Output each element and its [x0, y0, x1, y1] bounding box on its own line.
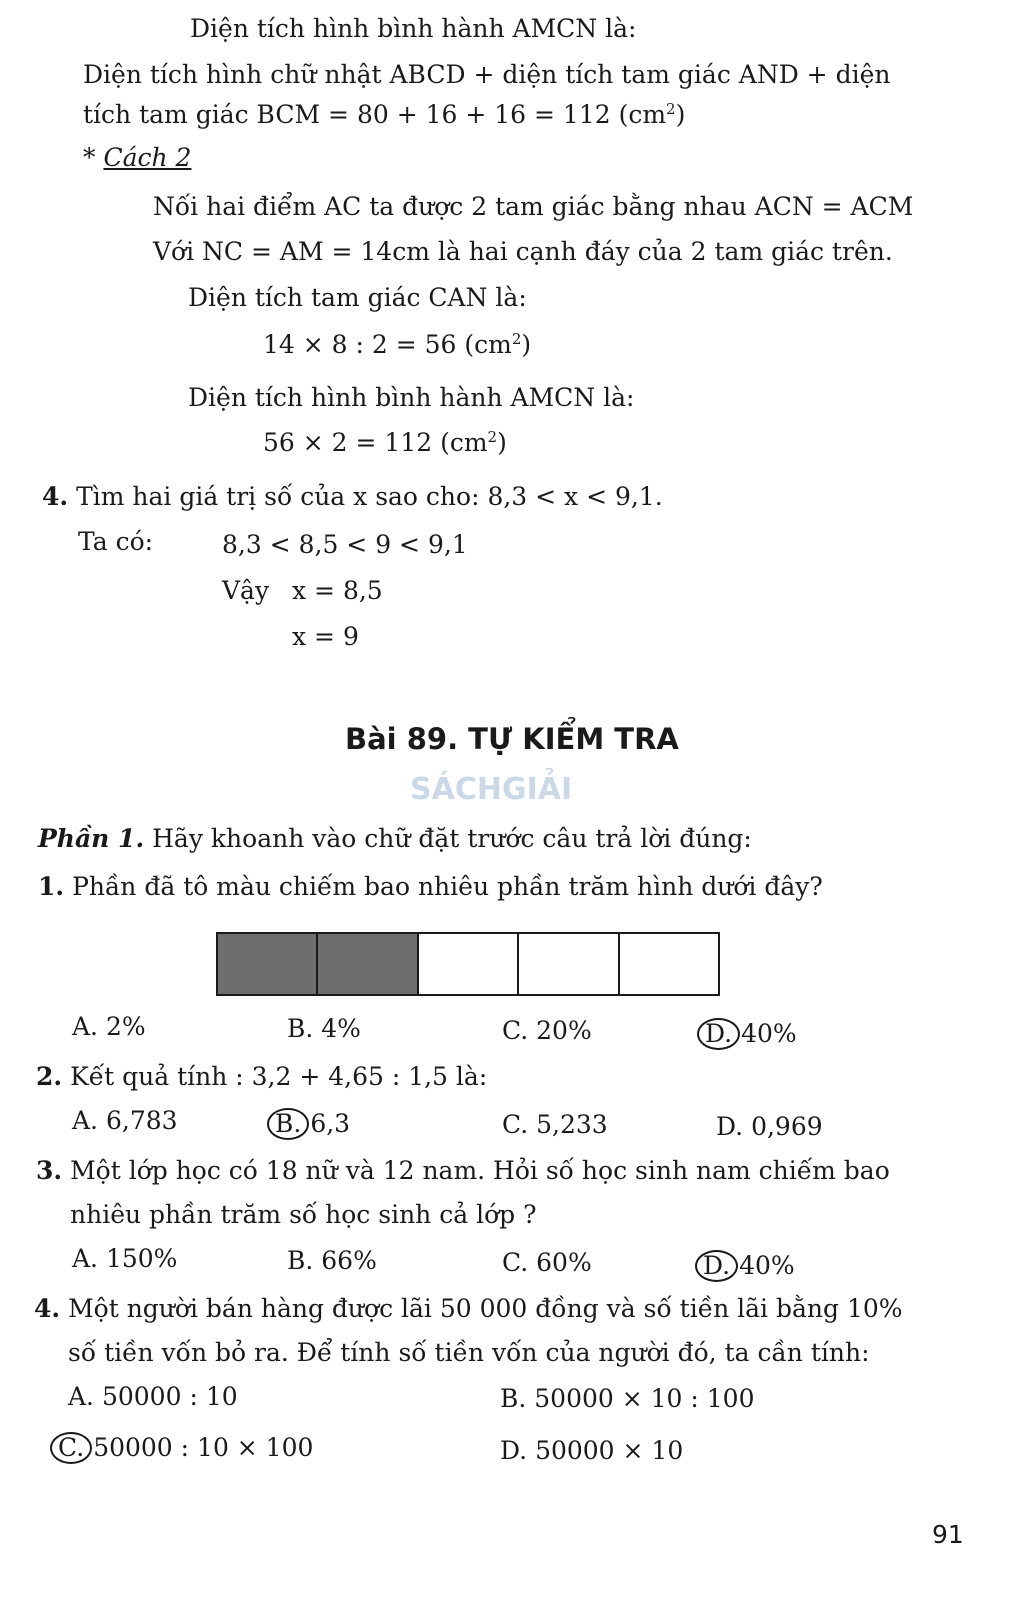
question-2 [36, 1062, 487, 1092]
option-text: 2% [105, 1012, 146, 1041]
option-a [68, 1382, 238, 1412]
option-text: 40% [741, 1019, 797, 1048]
option-a [72, 1106, 178, 1136]
question-text-continued: số tiền vốn bỏ ra. Để tính số tiền vốn của người đó, ta cần tính: [68, 1338, 870, 1367]
text-segment: ) [521, 330, 532, 359]
option-text: 6,3 [310, 1109, 351, 1138]
method-label: Cách 2 [103, 143, 192, 172]
method-heading [83, 143, 191, 173]
option-letter: A. [72, 1244, 99, 1273]
option-d [716, 1112, 823, 1142]
equation: 8,3 < 8,5 < 9 < 9,1 [222, 530, 468, 559]
exercise-4 [42, 482, 663, 512]
asterisk: * [83, 143, 104, 172]
option-letter: D. [716, 1112, 744, 1141]
option-letter: B. [287, 1246, 314, 1275]
option-letter: A. [68, 1382, 95, 1411]
empty-cell [419, 934, 519, 994]
exercise-text: Tìm hai giá trị số của x sao cho: 8,3 < x < 9,1. [76, 482, 663, 511]
option-letter: B. [500, 1384, 527, 1413]
question-3 [36, 1156, 890, 1186]
option-c [502, 1248, 592, 1278]
equation: x = 9 [292, 622, 359, 651]
option-text: 150% [105, 1244, 178, 1273]
watermark-logo: SÁCHGIẢI [410, 772, 573, 807]
question-number: 3. [36, 1156, 63, 1185]
question-text: Kết quả tính : 3,2 + 4,65 : 1,5 là: [70, 1062, 488, 1091]
superscript-2: 2 [487, 428, 498, 446]
question-4 [34, 1294, 903, 1324]
equation: x = 8,5 [292, 576, 383, 605]
option-letter: A. [72, 1012, 99, 1041]
text-line: Diện tích hình bình hành AMCN là: [190, 14, 637, 43]
shaded-cell [218, 934, 318, 994]
option-b [287, 1246, 377, 1276]
option-letter: D. [500, 1436, 528, 1465]
question-number: 4. [34, 1294, 61, 1323]
answer-circle: D. [697, 1018, 740, 1050]
page-number: 91 [932, 1520, 964, 1549]
option-b [287, 1014, 361, 1044]
section-title: Bài 89. TỰ KIỂM TRA [345, 722, 679, 756]
answer-circle: B. [267, 1108, 309, 1140]
shaded-cell [318, 934, 418, 994]
text-line: Diện tích hình chữ nhật ABCD + diện tích tam giác AND + diện [83, 60, 891, 89]
option-text: 5,233 [536, 1110, 608, 1139]
part-heading [38, 824, 752, 854]
option-text: 60% [536, 1248, 592, 1277]
option-text: 40% [739, 1251, 795, 1280]
text-segment: tích tam giác BCM = 80 + 16 + 16 = 112 (cm [83, 100, 667, 129]
question-1 [38, 872, 823, 902]
text-line: Vậy [222, 576, 270, 605]
text-line: Ta có: [78, 527, 154, 556]
option-text: 6,783 [105, 1106, 178, 1135]
text-segment: ) [497, 428, 507, 457]
equation [263, 330, 531, 360]
option-letter: C. [502, 1248, 529, 1277]
text-segment: 56 × 2 = 112 (cm [263, 428, 488, 457]
option-letter: C. [502, 1016, 529, 1045]
option-text: 50000 : 10 × 100 [93, 1433, 314, 1462]
option-letter: A. [72, 1106, 99, 1135]
option-c [502, 1110, 608, 1140]
option-a [72, 1244, 177, 1274]
option-letter: B. [287, 1014, 314, 1043]
option-b-correct [267, 1108, 350, 1140]
question-text: Phần đã tô màu chiếm bao nhiêu phần trăm hình dưới đây? [72, 872, 823, 901]
question-number: 1. [38, 872, 65, 901]
superscript-2: 2 [511, 330, 522, 348]
text-segment: 14 × 8 : 2 = 56 (cm [263, 330, 512, 359]
option-d [500, 1436, 683, 1466]
question-text: Một lớp học có 18 nữ và 12 nam. Hỏi số học sinh nam chiếm bao [70, 1156, 890, 1185]
option-d-correct [697, 1018, 797, 1050]
option-text: 50000 : 10 [101, 1382, 238, 1411]
option-a [72, 1012, 146, 1042]
part-label: Phần 1. [38, 824, 145, 853]
option-text: 0,969 [751, 1112, 823, 1141]
exercise-number: 4. [42, 482, 69, 511]
equation [263, 428, 507, 458]
question-number: 2. [36, 1062, 63, 1091]
empty-cell [519, 934, 619, 994]
option-c-correct [50, 1432, 313, 1464]
option-c [502, 1016, 592, 1046]
answer-circle: D. [695, 1250, 738, 1282]
percent-figure [216, 932, 720, 996]
question-text-continued: nhiêu phần trăm số học sinh cả lớp ? [70, 1200, 537, 1229]
option-text: 50000 × 10 [535, 1436, 684, 1465]
text-line: Với NC = AM = 14cm là hai cạnh đáy của 2 tam giác trên. [153, 237, 893, 266]
text-segment: ) [675, 100, 686, 129]
text-line: Diện tích hình bình hành AMCN là: [188, 383, 635, 412]
option-text: 20% [536, 1016, 592, 1045]
answer-circle: C. [50, 1432, 92, 1464]
option-text: 4% [321, 1014, 361, 1043]
text-line: Diện tích tam giác CAN là: [188, 283, 527, 312]
superscript-2: 2 [666, 100, 676, 118]
text-line [83, 100, 685, 130]
part-instruction: Hãy khoanh vào chữ đặt trước câu trả lời đúng: [152, 824, 752, 853]
text-line: Nối hai điểm AC ta được 2 tam giác bằng nhau ACN = ACM [153, 192, 914, 221]
option-text: 50000 × 10 : 100 [534, 1384, 755, 1413]
option-b [500, 1384, 755, 1414]
empty-cell [620, 934, 718, 994]
option-letter: C. [502, 1110, 529, 1139]
question-text: Một người bán hàng được lãi 50 000 đồng và số tiền lãi bằng 10% [68, 1294, 903, 1323]
option-d-correct [695, 1250, 795, 1282]
option-text: 66% [321, 1246, 377, 1275]
